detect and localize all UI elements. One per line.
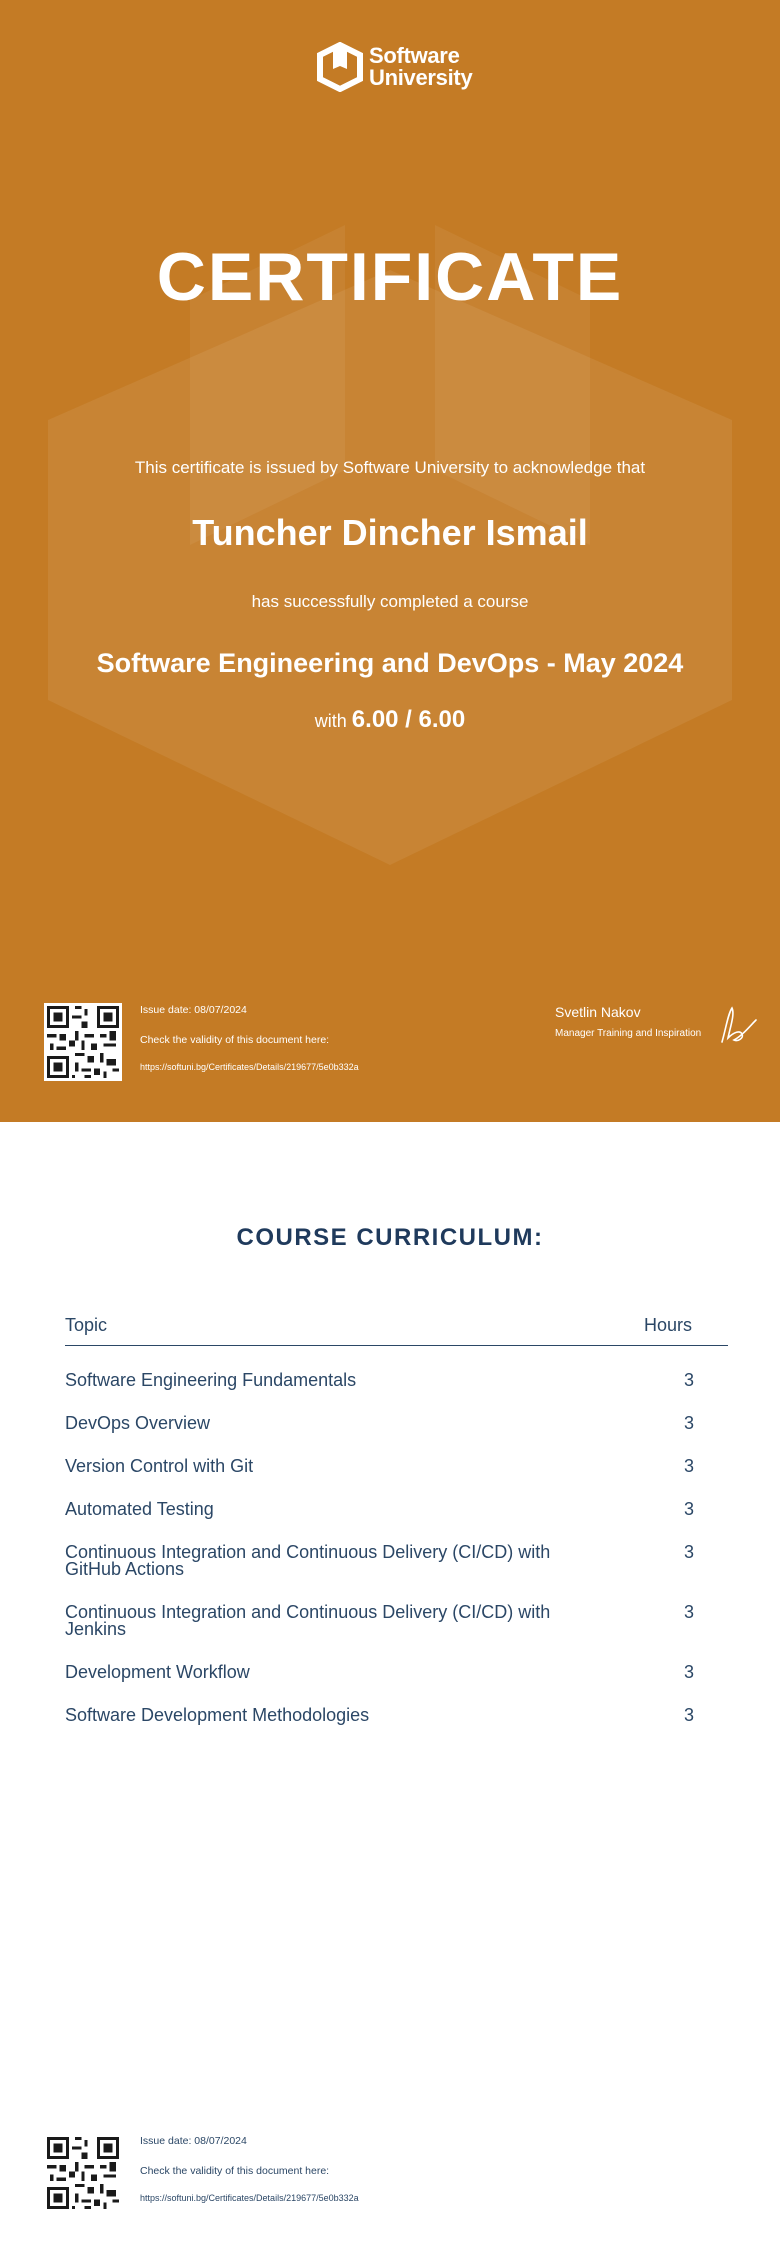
certificate-intro: This certificate is issued by Software University to acknowledge that xyxy=(134,458,646,477)
signatory-role: Manager Training and Inspiration xyxy=(555,1028,702,1039)
table-row-topic: Development Workflow xyxy=(65,1662,250,1682)
qr-code-icon xyxy=(44,2134,122,2212)
qr-code-icon xyxy=(44,1003,122,1081)
table-row-topic: Continuous Integration and Continuous Delivery (CI/CD) with GitHub Actions xyxy=(65,1542,551,1579)
course-name: Software Engineering and DevOps - May 2024 xyxy=(96,648,684,678)
issue-date: Issue date: 08/07/2024 xyxy=(140,2135,247,2147)
signature-icon xyxy=(716,1002,760,1048)
certificate-panel xyxy=(0,0,780,1122)
brand-line-1: Software xyxy=(369,43,460,68)
softuni-logo-icon xyxy=(315,42,365,92)
table-row-hours: 3 xyxy=(683,1602,694,1622)
verification-link[interactable]: https://softuni.bg/Certificates/Details/219677/5e0b332a xyxy=(140,1062,359,1072)
column-header-hours: Hours xyxy=(644,1315,693,1335)
table-row-topic: Software Development Methodologies xyxy=(65,1705,370,1725)
table-row-topic: Continuous Integration and Continuous Delivery (CI/CD) with Jenkins xyxy=(65,1602,551,1639)
table-row-hours: 3 xyxy=(683,1370,694,1390)
table-row-topic: Software Engineering Fundamentals xyxy=(65,1370,357,1390)
grade-prefix: with xyxy=(314,711,347,731)
verification-info-footer xyxy=(140,2135,440,2215)
table-row-topic: Automated Testing xyxy=(65,1499,214,1519)
softuni-logo xyxy=(315,42,472,92)
grade-line xyxy=(0,706,780,734)
table-row-hours: 3 xyxy=(683,1456,694,1476)
verification-info xyxy=(140,1004,440,1084)
table-row-topic: DevOps Overview xyxy=(65,1413,211,1433)
student-name: Tuncher Dincher Ismail xyxy=(192,512,588,553)
signatory-name: Svetlin Nakov xyxy=(555,1004,641,1020)
brand-line-2: University xyxy=(369,65,473,90)
column-header-topic: Topic xyxy=(65,1315,108,1335)
table-row-hours: 3 xyxy=(683,1542,694,1562)
table-row-hours: 3 xyxy=(683,1705,694,1725)
table-row-hours: 3 xyxy=(683,1413,694,1433)
grade-value: 6.00 / 6.00 xyxy=(351,706,466,733)
certificate-title: CERTIFICATE xyxy=(156,239,624,315)
header-divider xyxy=(65,1345,728,1346)
validity-text: Check the validity of this document here: xyxy=(140,2165,330,2177)
validity-text: Check the validity of this document here: xyxy=(140,1034,330,1046)
curriculum-title: COURSE CURRICULUM: xyxy=(236,1224,544,1251)
table-row-hours: 3 xyxy=(683,1499,694,1519)
table-row-topic: Version Control with Git xyxy=(65,1456,254,1476)
issue-date: Issue date: 08/07/2024 xyxy=(140,1004,247,1016)
verification-link[interactable]: https://softuni.bg/Certificates/Details/219677/5e0b332a xyxy=(140,2193,359,2203)
table-row-hours: 3 xyxy=(683,1662,694,1682)
completion-text: has successfully completed a course xyxy=(251,592,529,611)
watermark-logo-icon xyxy=(0,0,780,1122)
